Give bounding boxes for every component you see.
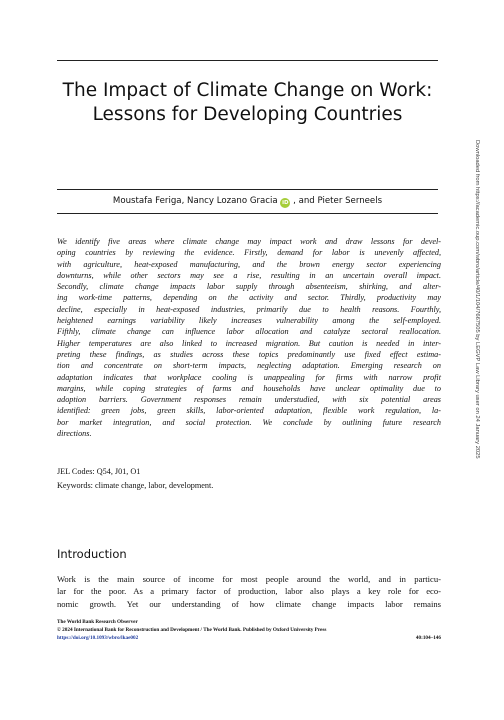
abstract-line: preting these findings, as studies across these topics predominantly use fixed effect estima- (57, 349, 441, 359)
abstract-line: heightened earnings variability likely increases vulnerability among the self-employed. (57, 316, 441, 326)
abstract-line: bor market integration, and social protection. We conclude by outlining future research (57, 417, 441, 427)
doi-link[interactable]: https://doi.org/10.1093/wbro/lkae002 (57, 635, 139, 641)
footer-doi-row (57, 635, 441, 641)
abstract-line: directions. (57, 429, 92, 439)
footer-journal: The World Bank Research Observer (57, 619, 138, 625)
abstract-line: adoption barriers. Government responses remain understudied, with six potential areas (57, 395, 441, 405)
abstract (57, 236, 441, 439)
orcid-icon[interactable]: iD (282, 200, 289, 206)
abstract-line: margins, while coping strategies of farms and households have unclear optimality due to (57, 383, 441, 393)
footer-copyright: © 2024 International Bank for Reconstruction and Development / The World Bank. Published by Oxford University Press (57, 627, 327, 633)
authors-text-2: , and Pieter Serneels (293, 196, 383, 206)
introduction-body (57, 573, 441, 610)
jel-codes: JEL Codes: Q54, J01, O1 (57, 467, 141, 476)
abstract-line: ing work-time patterns, depending on the activity and sector. Thirdly, productivity may (57, 293, 441, 303)
abstract-line: decline, especially in heat-exposed industries, primarily due to health reasons. Fourthly, (57, 304, 441, 314)
article-title (40, 79, 455, 127)
authors-text-1: Moustafa Feriga, Nancy Lozano Gracia (112, 196, 278, 206)
page-range: 40:104–146 (415, 635, 441, 641)
abstract-line: oping countries by reviewing the evidence. Firstly, demand for labor is unevenly affected, (57, 248, 441, 258)
intro-line: lar for the poor. As a primary factor of production, labor also plays a key role for eco- (57, 586, 441, 597)
intro-line: nomic growth. Yet our understanding of how climate change impacts labor remains (57, 598, 441, 609)
top-rule (57, 60, 438, 61)
download-watermark: Downloaded from https://academic.oup.com/wbro/article/40/1/104/7667505 by LEGVP Law Library user on 24 January 2025 (474, 140, 480, 459)
abstract-line: downturns, while other sectors may see a rise, resulting in an uncertain overall impact. (57, 270, 441, 280)
authors-line (57, 196, 438, 208)
abstract-line: adaptation indicates that workplace cooling is unappealing for firms with narrow profit (57, 372, 441, 382)
abstract-line: Secondly, climate change impacts labor supply through absenteeism, shirking, and alter- (57, 282, 441, 292)
abstract-line: with agriculture, heat-exposed manufacturing, and the brown energy sector experiencing (57, 259, 441, 269)
title-line-2: Lessons for Developing Countries (92, 104, 403, 125)
section-heading-introduction: Introduction (57, 547, 127, 561)
keywords: Keywords: climate change, labor, development. (57, 481, 214, 490)
abstract-line: identified: green jobs, green skills, labor-oriented adaptation, flexible work regulation, la- (57, 406, 441, 416)
abstract-line: tion and concentrate on short-term impacts, neglecting adaptation. Emerging research on (57, 361, 441, 371)
abstract-line: Higher temperatures are also linked to increased migration. But caution is needed in inter- (57, 338, 441, 348)
abstract-line: Fifthly, climate change can influence labor allocation and catalyze sectoral reallocation. (57, 327, 441, 337)
authors-bottom-rule (57, 213, 438, 214)
authors-top-rule (57, 189, 438, 190)
intro-line: Work is the main source of income for most people around the world, and in particu- (57, 574, 441, 584)
abstract-line: We identify five areas where climate change may impact work and draw lessons for devel- (57, 237, 441, 246)
title-line-1: The Impact of Climate Change on Work: (62, 80, 433, 101)
